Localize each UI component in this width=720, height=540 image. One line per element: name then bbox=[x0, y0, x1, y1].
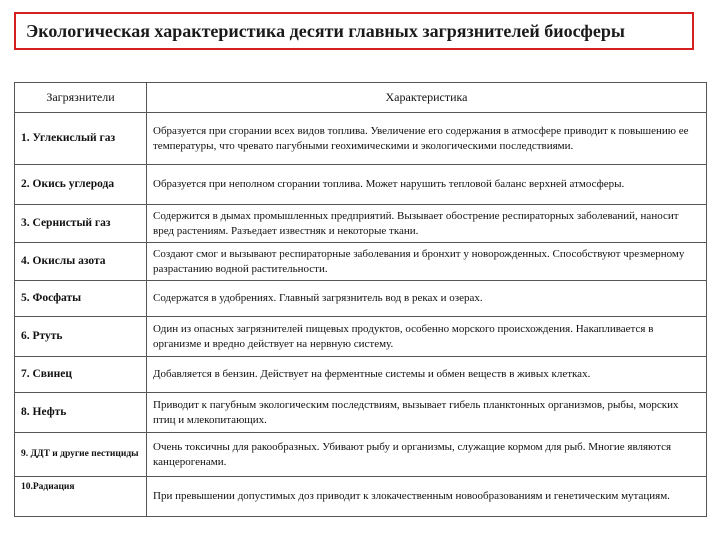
table-row bbox=[15, 433, 707, 477]
pollutant-description: Образуется при неполном сгорании топлива. Может нарушить тепловой баланс верхней атмосферы. bbox=[147, 165, 707, 205]
table-row bbox=[15, 281, 707, 317]
pollutant-name: 9. ДДТ и другие пестициды bbox=[15, 433, 147, 477]
pollutant-name: 5. Фосфаты bbox=[15, 281, 147, 317]
pollutant-description: Добавляется в бензин. Действует на ферментные системы и обмен веществ в живых клетках. bbox=[147, 357, 707, 393]
header-pollutants: Загрязнители bbox=[15, 83, 147, 113]
pollutant-description: Содержатся в удобрениях. Главный загрязнитель вод в реках и озерах. bbox=[147, 281, 707, 317]
table-row bbox=[15, 393, 707, 433]
table-row bbox=[15, 477, 707, 517]
page-title: Экологическая характеристика десяти главных загрязнителей биосферы bbox=[14, 12, 694, 50]
table-row bbox=[15, 317, 707, 357]
pollutant-name: 7. Свинец bbox=[15, 357, 147, 393]
pollutant-description: Один из опасных загрязнителей пищевых продуктов, особенно морского происхождения. Накапливается в организме и вредно действует на нервную систему. bbox=[147, 317, 707, 357]
pollutant-name: 6. Ртуть bbox=[15, 317, 147, 357]
pollutant-description: Создают смог и вызывают респираторные заболевания и бронхит у новорожденных. Способствуют чрезмерному разрастанию водной растительности. bbox=[147, 243, 707, 281]
pollutant-name: 4. Окислы азота bbox=[15, 243, 147, 281]
table-row bbox=[15, 243, 707, 281]
pollutant-name: 2. Окись углерода bbox=[15, 165, 147, 205]
pollutant-description: Содержится в дымах промышленных предприятий. Вызывает обострение респираторных заболеваний, наносит вред растениям. Разъедает известняк и некоторые ткани. bbox=[147, 205, 707, 243]
table-row bbox=[15, 113, 707, 165]
pollutant-description: При превышении допустимых доз приводит к злокачественным новообразованиям и генетическим мутациям. bbox=[147, 477, 707, 517]
header-characteristic: Характеристика bbox=[147, 83, 707, 113]
pollutant-name: 3. Сернистый газ bbox=[15, 205, 147, 243]
pollutant-description: Образуется при сгорании всех видов топлива. Увеличение его содержания в атмосфере приводит к повышению ее температуры, что чревато пагубными геохимическими и экологическими последствиями. bbox=[147, 113, 707, 165]
pollutant-name: 8. Нефть bbox=[15, 393, 147, 433]
pollutant-description: Приводит к пагубным экологическим последствиям, вызывает гибель планктонных организмов, рыбы, морских птиц и млекопитающих. bbox=[147, 393, 707, 433]
table-row bbox=[15, 205, 707, 243]
pollutant-description: Очень токсичны для ракообразных. Убивают рыбу и организмы, служащие кормом для рыб. Многие являются канцерогенами. bbox=[147, 433, 707, 477]
table-header-row bbox=[15, 83, 707, 113]
pollutant-name: 1. Углекислый газ bbox=[15, 113, 147, 165]
table-row bbox=[15, 357, 707, 393]
pollutant-name: 10.Радиация bbox=[15, 477, 147, 517]
pollutants-table bbox=[14, 82, 707, 517]
table-row bbox=[15, 165, 707, 205]
